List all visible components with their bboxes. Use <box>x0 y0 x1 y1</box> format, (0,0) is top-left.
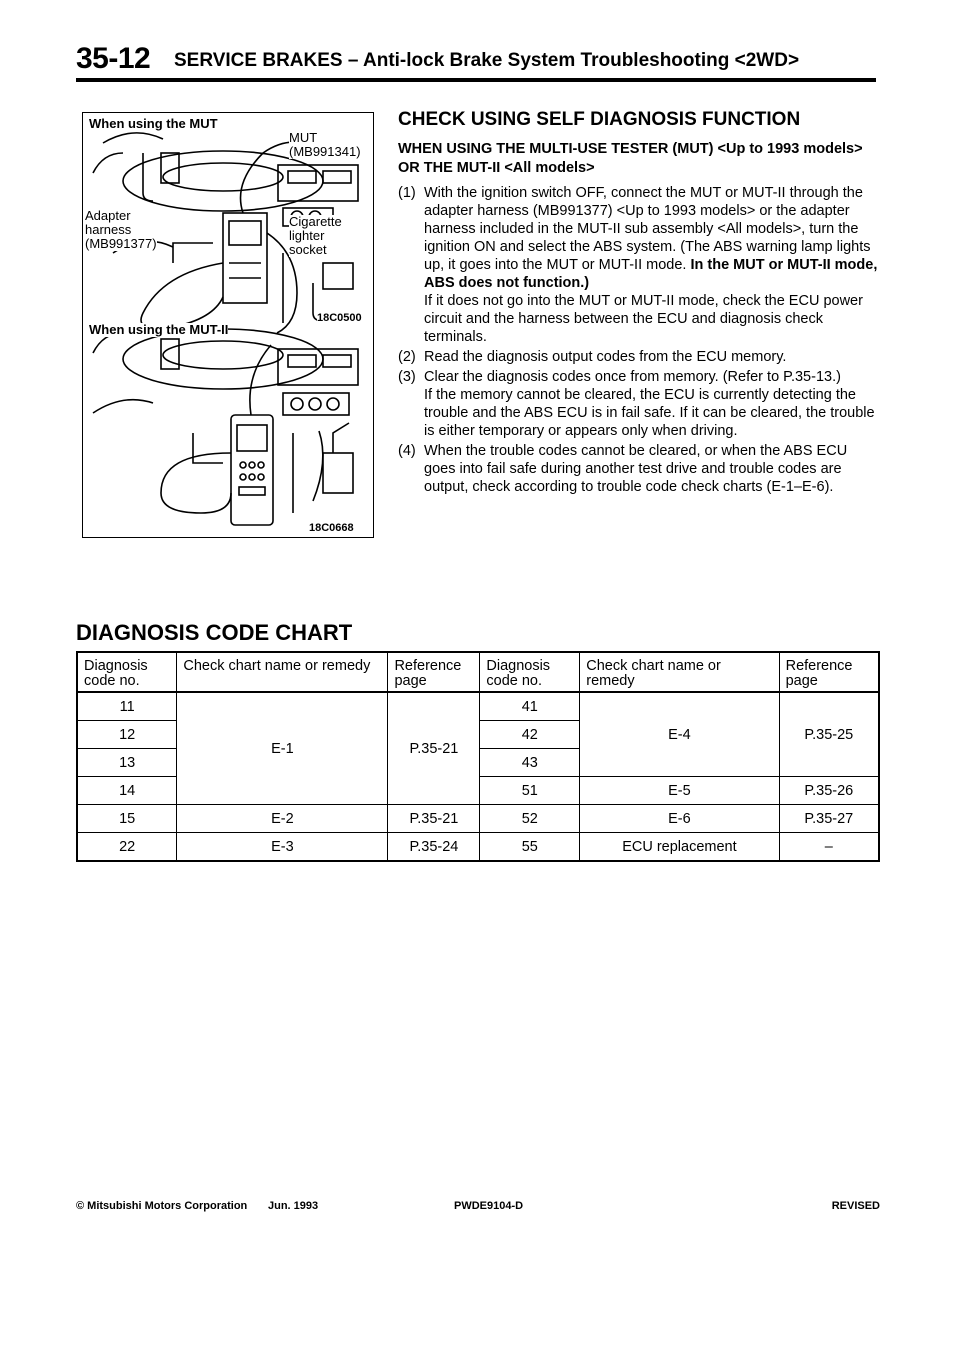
label-cigarette: Cigarette <box>289 214 342 229</box>
caption-mut: When using the MUT <box>89 116 218 131</box>
footer-status: REVISED <box>831 1200 880 1212</box>
table-row <box>77 692 879 721</box>
diagnosis-figure <box>82 112 374 538</box>
reference-page-cell: P.35-26 <box>779 777 879 805</box>
reference-page-cell: P.35-24 <box>388 833 480 862</box>
footer-copyright: © Mitsubishi Motors Corporation <box>76 1200 248 1212</box>
label-socket: socket <box>289 242 327 257</box>
page-header <box>76 40 876 80</box>
step-number: (1) <box>398 185 416 201</box>
header-rule <box>76 78 876 82</box>
code-cell: 12 <box>77 721 177 749</box>
step-text-2: If the memory cannot be cleared, the ECU is currently detecting the trouble and the ABS ECU is in fail safe. If it can be cleared, the trouble is either temporary or appears only when driving. <box>424 387 875 439</box>
step-1 <box>398 184 880 346</box>
column-header: Check chart name or remedy <box>580 652 779 692</box>
chart-name-cell: E-3 <box>177 833 388 862</box>
chart-name-cell: E-1 <box>177 692 388 805</box>
table-row <box>77 805 879 833</box>
reference-page-cell: – <box>779 833 879 862</box>
page-number: 35-12 <box>76 42 151 75</box>
column-header: Reference page <box>779 652 879 692</box>
reference-page-cell: P.35-25 <box>779 692 879 777</box>
step-number: (2) <box>398 349 416 365</box>
step-number: (3) <box>398 369 416 385</box>
step-3 <box>398 368 880 440</box>
reference-page-cell: P.35-21 <box>388 692 480 805</box>
code-cell: 22 <box>77 833 177 862</box>
caption-mut-ii: When using the MUT-II <box>89 322 229 337</box>
code-cell: 14 <box>77 777 177 805</box>
column-header: Reference page <box>388 652 480 692</box>
column-header: Check chart name or remedy <box>177 652 388 692</box>
code-cell: 42 <box>480 721 580 749</box>
code-cell: 11 <box>77 692 177 721</box>
reference-page-cell: P.35-21 <box>388 805 480 833</box>
chart-title: DIAGNOSIS CODE CHART <box>76 620 353 645</box>
column-header: Diagnosis code no. <box>480 652 580 692</box>
step-text-2: If it does not go into the MUT or MUT-II mode, check the ECU power circuit and the harness between the ECU and diagnosis check terminals. <box>424 293 863 345</box>
label-lighter: lighter <box>289 228 325 243</box>
table-row <box>77 833 879 862</box>
figure-code-1: 18C0500 <box>317 312 362 324</box>
chart-name-cell: E-4 <box>580 692 779 777</box>
footer-date: Jun. 1993 <box>268 1200 319 1212</box>
chart-name-cell: ECU replacement <box>580 833 779 862</box>
code-cell: 52 <box>480 805 580 833</box>
code-cell: 41 <box>480 692 580 721</box>
section-title: CHECK USING SELF DIAGNOSIS FUNCTION <box>398 109 801 130</box>
footer-code: PWDE9104-D <box>454 1200 524 1212</box>
reference-page-cell: P.35-27 <box>779 805 879 833</box>
chart-name-cell: E-2 <box>177 805 388 833</box>
figure-code-2: 18C0668 <box>309 522 354 534</box>
code-cell: 51 <box>480 777 580 805</box>
code-cell: 15 <box>77 805 177 833</box>
section-subheading: WHEN USING THE MULTI-USE TESTER (MUT) <Up to 1993 models> OR THE MUT-II <All models> <box>398 141 863 176</box>
table-header-row <box>77 652 879 692</box>
code-cell: 13 <box>77 749 177 777</box>
diagnosis-code-table <box>76 651 880 862</box>
step-number: (4) <box>398 443 416 459</box>
label-harness: harness <box>85 222 132 237</box>
label-mut-part: (MB991341) <box>289 144 361 159</box>
step-text: With the ignition switch OFF, connect the MUT or MUT-II through the adapter harness (MB991377) <Up to 1993 models> or the adapter harness included in the MUT-II sub assembly <All models>, turn the ignition ON and select the ABS system. (The ABS warning lamp lights up, it goes into the MUT or MUT-II mode. <box>424 185 871 273</box>
chart-name-cell: E-6 <box>580 805 779 833</box>
code-cell: 55 <box>480 833 580 862</box>
column-header: Diagnosis code no. <box>77 652 177 692</box>
page-title: SERVICE BRAKES – Anti-lock Brake System Troubleshooting <2WD> <box>174 50 800 71</box>
step-4 <box>398 442 880 496</box>
self-diagnosis-section <box>398 108 880 498</box>
label-mut: MUT <box>289 130 318 145</box>
step-text: Clear the diagnosis codes once from memory. (Refer to P.35-13.) <box>424 369 841 385</box>
chart-name-cell: E-5 <box>580 777 779 805</box>
step-text: When the trouble codes cannot be cleared, or when the ABS ECU goes into fail safe during another test drive and trouble codes are output, check according to trouble code check charts (E-1–E-6). <box>424 443 848 495</box>
label-adapter: Adapter <box>85 208 131 223</box>
step-2 <box>398 348 880 366</box>
label-adapter-part: (MB991377) <box>85 236 157 251</box>
step-list <box>398 184 880 496</box>
step-note: In the MUT or MUT-II mode, ABS does not function.) <box>424 257 878 291</box>
code-cell: 43 <box>480 749 580 777</box>
step-text: Read the diagnosis output codes from the ECU memory. <box>424 349 787 365</box>
